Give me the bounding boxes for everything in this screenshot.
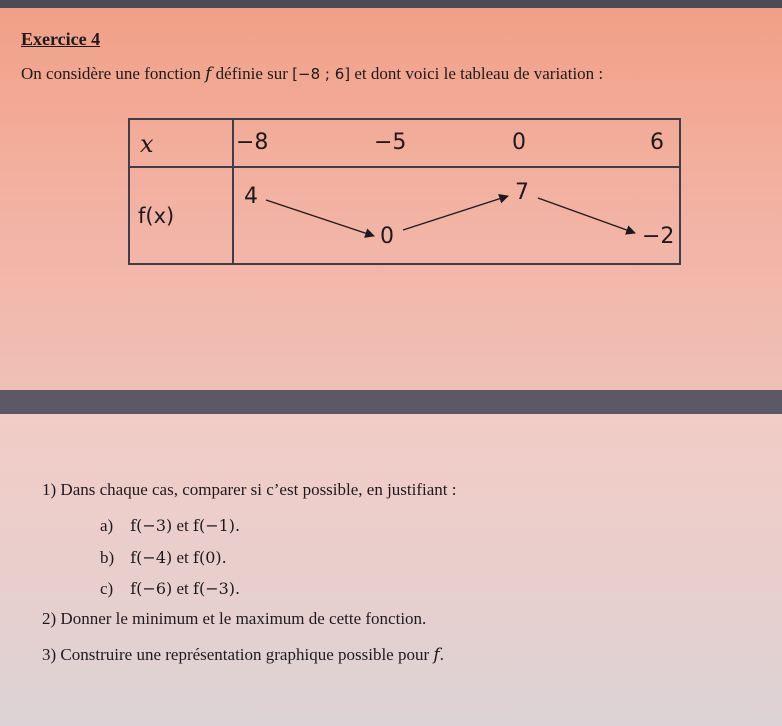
question-1a: [100, 516, 240, 536]
question-3-period: .: [439, 645, 444, 664]
exercise-heading: Exercice 4: [21, 29, 101, 49]
page-divider: [0, 390, 782, 414]
f-value-2: 0: [380, 224, 394, 249]
intro-interval: [−8 ; 6]: [292, 65, 351, 83]
intro-after: et dont voici le tableau de variation :: [354, 64, 604, 83]
question-2: [42, 609, 426, 629]
question-1c: [100, 579, 240, 599]
question-1a-right: f(−1).: [193, 516, 241, 535]
question-1b-et: et: [176, 548, 189, 567]
question-1a-left: f(−3): [130, 516, 173, 535]
question-1: [42, 480, 457, 500]
lower-sheet: [0, 414, 782, 726]
table-x-label: x: [140, 130, 154, 158]
x-value-3: 0: [512, 130, 526, 155]
increasing-arrow: [403, 196, 508, 230]
f-value-4: −2: [642, 224, 675, 249]
question-3-text: Construire une représentation graphique possible pour: [60, 645, 430, 664]
question-1-text: Dans chaque cas, comparer si c’est possible, en justifiant :: [60, 480, 457, 499]
x-value-4: 6: [650, 130, 664, 155]
question-3-function-symbol: f: [433, 645, 440, 665]
question-1a-et: et: [176, 516, 189, 535]
question-2-text: Donner le minimum et le maximum de cette fonction.: [60, 609, 427, 628]
intro-before: On considère une fonction: [21, 64, 201, 83]
variation-arrows: [130, 120, 683, 267]
question-1c-right: f(−3).: [193, 579, 241, 598]
question-1b-right: f(0).: [193, 548, 227, 567]
f-value-3: 7: [515, 180, 529, 205]
question-3-number: 3): [42, 645, 57, 664]
page-top-edge: [0, 0, 782, 8]
decreasing-arrow-2: [538, 198, 635, 233]
exercise-intro: [21, 64, 603, 84]
question-1-number: 1): [42, 480, 57, 499]
variation-table: [128, 118, 681, 265]
question-1c-left: f(−6): [130, 579, 173, 598]
question-1c-et: et: [176, 579, 189, 598]
f-value-1: 4: [244, 184, 258, 209]
decreasing-arrow-1: [266, 200, 374, 236]
question-2-number: 2): [42, 609, 57, 628]
question-1b: [100, 548, 227, 568]
table-fx-label: f(x): [138, 204, 175, 228]
x-value-1: −8: [236, 130, 269, 155]
intro-middle: définie sur: [215, 64, 288, 83]
question-1b-left: f(−4): [130, 548, 173, 567]
question-1b-label: b): [100, 548, 115, 567]
question-3: [42, 645, 444, 665]
question-1a-label: a): [100, 516, 114, 535]
question-1c-label: c): [100, 579, 114, 598]
intro-function-symbol: f: [205, 64, 212, 84]
x-value-2: −5: [374, 130, 407, 155]
